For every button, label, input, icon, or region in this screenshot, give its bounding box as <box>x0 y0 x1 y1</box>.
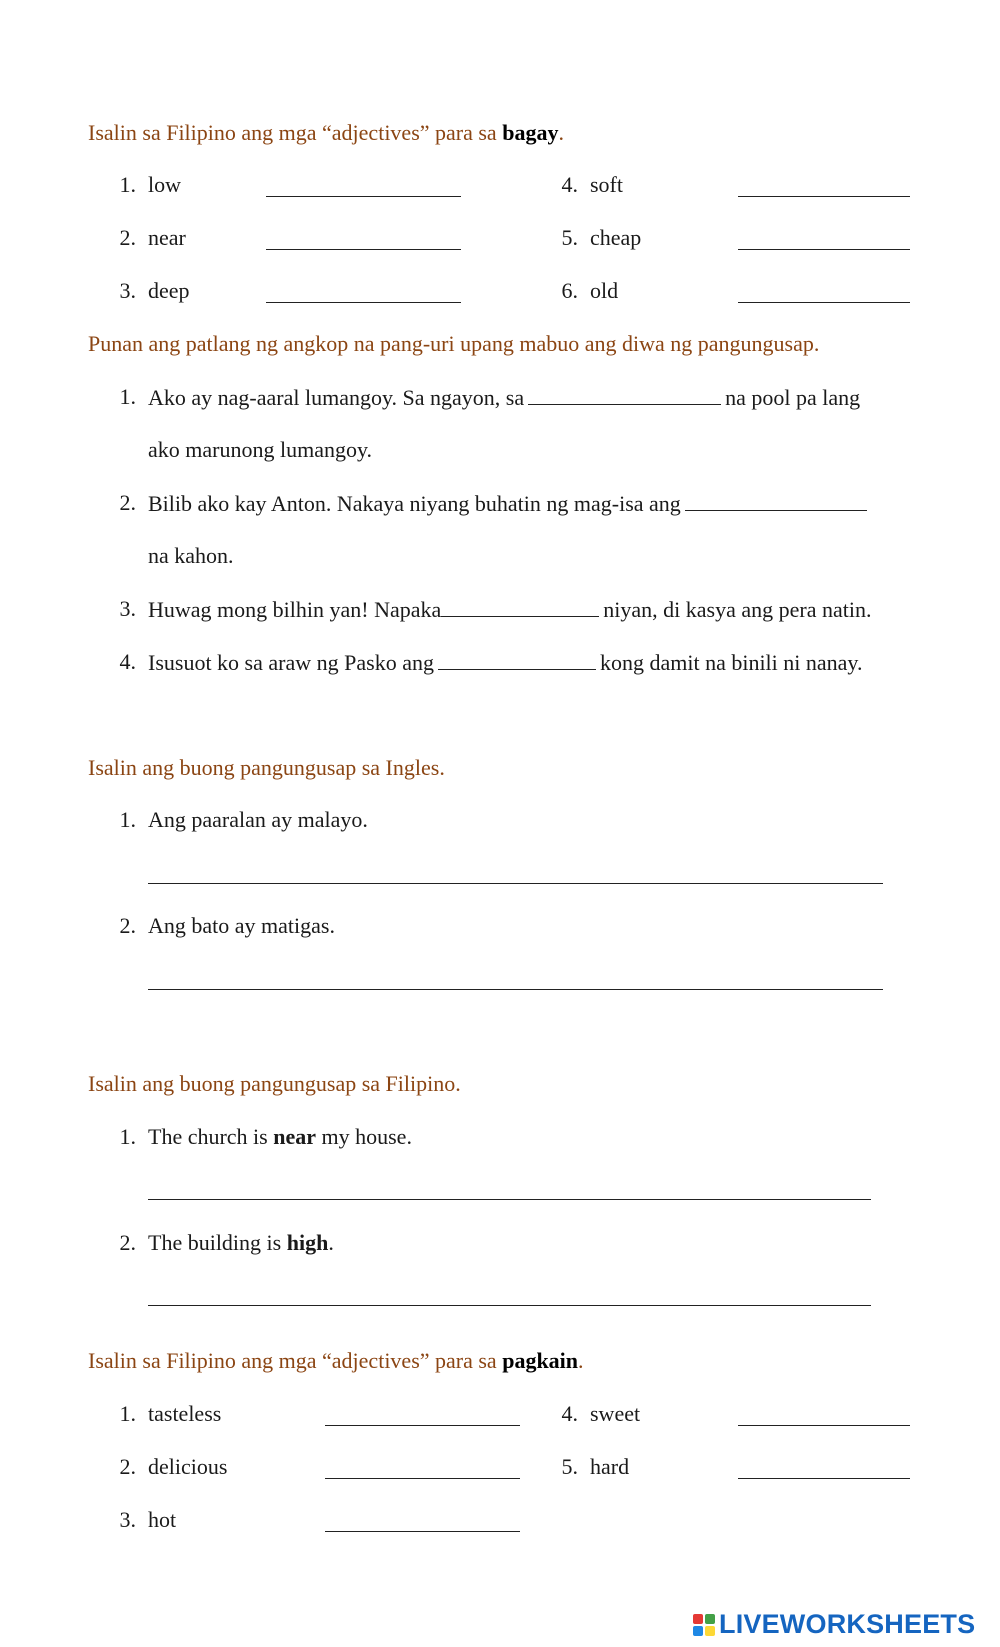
item-word: hot <box>148 1507 177 1532</box>
answer-blank[interactable] <box>738 302 910 303</box>
item-number: 6. <box>561 278 578 303</box>
section3-instruction: Isalin ang buong pangungusap sa Ingles. <box>88 755 445 780</box>
logo-square <box>693 1614 703 1624</box>
sentence-continuation: na kahon. <box>148 543 234 568</box>
item-word: near <box>148 225 186 250</box>
item-number: 3. <box>119 1507 136 1532</box>
answer-blank[interactable] <box>266 249 461 250</box>
sentence: Ako ay nag-aaral lumangoy. Sa ngayon, sa na pool pa lang <box>148 385 861 410</box>
item-number: 2. <box>119 1230 136 1255</box>
item-number: 2. <box>119 1454 136 1479</box>
sentence: Ang paaralan ay malayo. <box>148 807 368 832</box>
liveworksheets-logo <box>693 1611 975 1638</box>
item-word: low <box>148 172 181 197</box>
item-word: tasteless <box>148 1401 222 1426</box>
sentence: Isusuot ko sa araw ng Pasko ang kong damit na binili ni nanay. <box>148 650 863 675</box>
item-word: soft <box>590 172 623 197</box>
answer-blank[interactable] <box>738 1478 910 1479</box>
item-number: 4. <box>561 1401 578 1426</box>
item-word: sweet <box>590 1401 641 1426</box>
section1-instruction: Isalin sa Filipino ang mga “adjectives” para sa bagay. <box>88 120 564 145</box>
answer-line[interactable] <box>148 883 883 884</box>
answer-line[interactable] <box>148 1305 871 1306</box>
answer-blank[interactable] <box>528 386 721 405</box>
item-word: delicious <box>148 1454 228 1479</box>
answer-blank[interactable] <box>266 302 461 303</box>
item-number: 1. <box>119 172 136 197</box>
item-word: old <box>590 278 619 303</box>
answer-blank[interactable] <box>738 249 910 250</box>
item-number: 1. <box>119 1124 136 1149</box>
item-word: hard <box>590 1454 630 1479</box>
item-number: 4. <box>561 172 578 197</box>
sentence: The building is high. <box>148 1230 334 1255</box>
answer-blank[interactable] <box>438 651 596 670</box>
section5-instruction: Isalin sa Filipino ang mga “adjectives” para sa pagkain. <box>88 1348 584 1373</box>
answer-blank[interactable] <box>738 1425 910 1426</box>
item-number: 1. <box>119 384 136 409</box>
item-number: 4. <box>119 649 136 674</box>
sentence: Huwag mong bilhin yan! Napaka niyan, di kasya ang pera natin. <box>148 597 872 622</box>
item-number: 5. <box>561 225 578 250</box>
sentence: Ang bato ay matigas. <box>148 913 335 938</box>
answer-blank[interactable] <box>325 1425 520 1426</box>
item-number: 1. <box>119 1401 136 1426</box>
answer-line[interactable] <box>148 1199 871 1200</box>
item-word: deep <box>148 278 190 303</box>
liveworksheets-logo-icon <box>693 1614 715 1636</box>
item-number: 3. <box>119 596 136 621</box>
liveworksheets-brand: LIVEWORKSHEETS <box>719 1609 976 1639</box>
answer-blank[interactable] <box>685 492 867 511</box>
item-number: 2. <box>119 913 136 938</box>
item-number: 2. <box>119 490 136 515</box>
sentence: Bilib ako kay Anton. Nakaya niyang buhatin ng mag-isa ang <box>148 492 871 515</box>
section4-instruction: Isalin ang buong pangungusap sa Filipino. <box>88 1071 461 1096</box>
item-number: 1. <box>119 807 136 832</box>
sentence: The church is near my house. <box>148 1124 412 1149</box>
answer-blank[interactable] <box>738 196 910 197</box>
sentence-continuation: ako marunong lumangoy. <box>148 437 373 462</box>
answer-blank[interactable] <box>441 598 599 617</box>
item-number: 5. <box>561 1454 578 1479</box>
item-word: cheap <box>590 225 642 250</box>
answer-blank[interactable] <box>266 196 461 197</box>
answer-blank[interactable] <box>325 1478 520 1479</box>
item-number: 2. <box>119 225 136 250</box>
answer-blank[interactable] <box>325 1531 520 1532</box>
logo-square <box>693 1626 703 1636</box>
logo-square <box>705 1614 715 1624</box>
logo-square <box>705 1626 715 1636</box>
answer-line[interactable] <box>148 989 883 990</box>
section2-instruction: Punan ang patlang ng angkop na pang-uri upang mabuo ang diwa ng pangungusap. <box>88 331 820 356</box>
item-number: 3. <box>119 278 136 303</box>
